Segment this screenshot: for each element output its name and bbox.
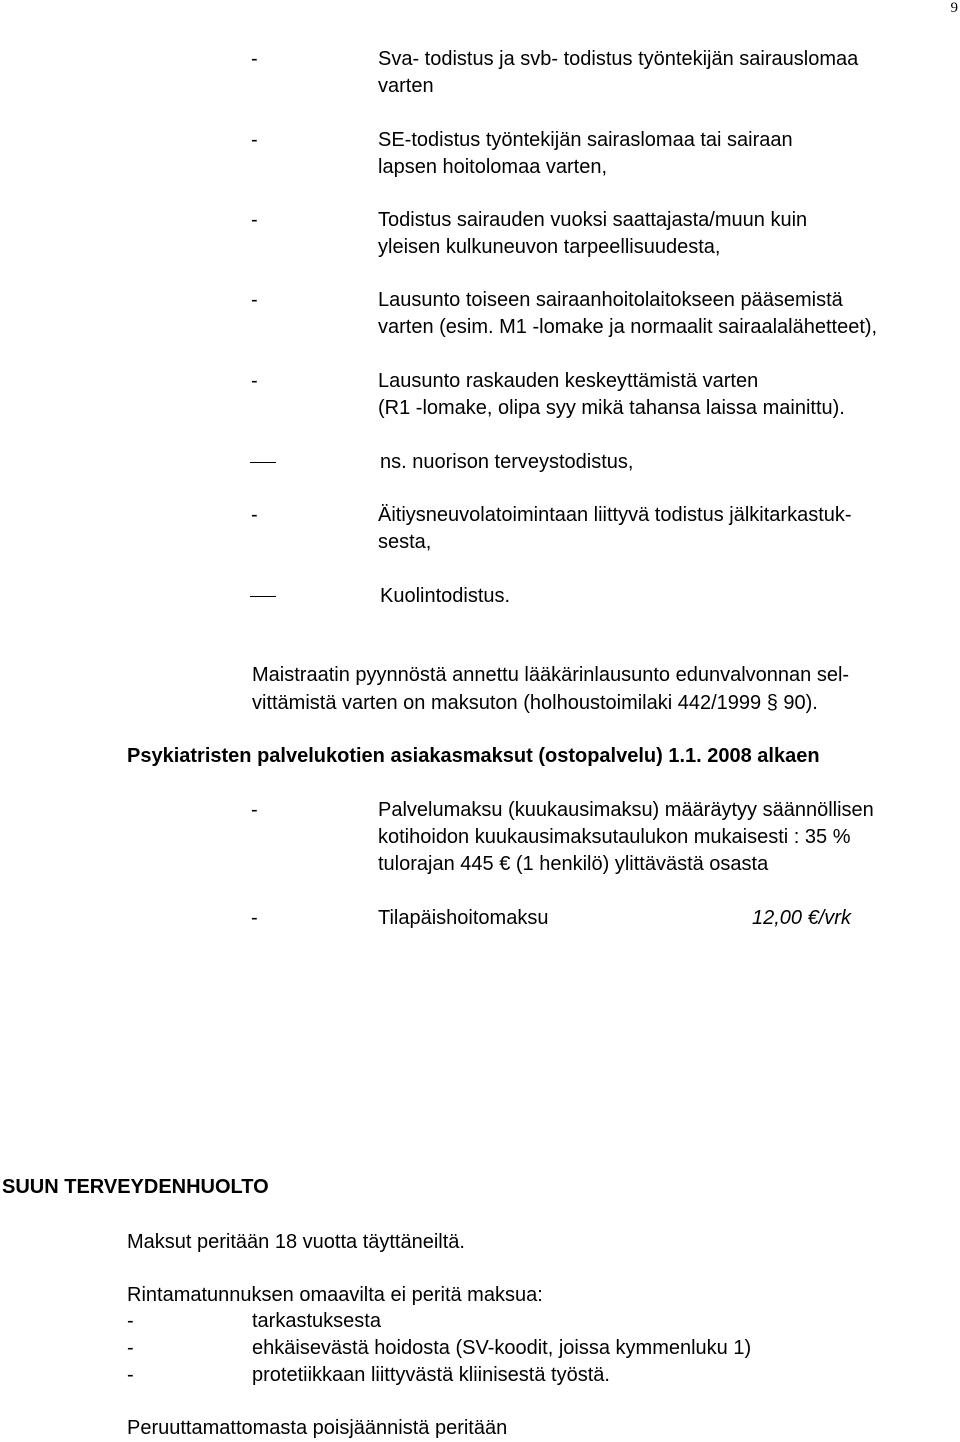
list-marker: - [127,1310,134,1332]
list-item-line: varten (esim. M1 -lomake ja normaalit sairaalalähetteet), [378,316,878,338]
list-marker: - [251,209,258,231]
list-item: ehkäisevästä hoidosta (SV-koodit, joissa kymmenluku 1) [252,1337,752,1359]
paragraph-line [252,690,818,716]
paragraph-line: Maistraatin pyynnöstä annettu lääkärinlausunto edunvalvonnan sel- [252,664,850,686]
fee-text: (1 henkilö) ylittävästä osasta [510,853,769,875]
list-item-line: SE-todistus työntekijän sairaslomaa tai sairaan [378,129,793,151]
list-item: protetiikkaan liittyvästä kliinisestä työstä. [252,1364,610,1386]
list-item-line: varten [378,75,434,97]
euro-sign: € [499,853,511,875]
euro-sign: € [807,907,819,929]
section-sign: § [766,692,778,714]
list-item-line: (R1 -lomake, olipa syy mikä tahansa laissa mainittu). [378,397,845,419]
fee-amount [752,905,851,931]
list-item-line: Todistus sairauden vuoksi saattajasta/muun kuin [378,209,808,231]
list-marker: - [251,129,258,151]
list-item-line: lapsen hoitolomaa varten, [378,156,608,178]
list-item: tarkastuksesta [252,1310,381,1332]
fee-line: Palvelumaksu (kuukausimaksu) määräytyy säännöllisen [378,799,874,821]
list-marker: - [251,48,258,70]
list-item-line: sesta, [378,531,432,553]
list-item-line: Lausunto toiseen sairaanhoitolaitokseen pääsemistä [378,289,843,311]
fee-line: kotihoidon kuukausimaksutaulukon mukaisesti : 35 % [378,826,851,848]
paragraph-text: 90). [777,692,818,714]
paragraph: Rintamatunnuksen omaavilta ei peritä maksua: [127,1284,543,1306]
list-marker: - [251,370,258,392]
fee-amount-value: 12,00 [752,907,808,929]
fee-text: tulorajan 445 [378,853,500,875]
list-item-line: yleisen kulkuneuvon tarpeellisuudesta, [378,236,721,258]
list-item-line: Kuolintodistus. [380,585,511,607]
list-marker: - [251,504,258,526]
fee-line [378,851,768,877]
page-number: 9 [950,0,958,16]
paragraph-text: vittämistä varten on maksuton (holhoustoimilaki 442/1999 [252,692,767,714]
list-marker-long-dash [250,596,276,597]
paragraph: Peruuttamattomasta poisjäännistä peritään [127,1417,508,1439]
list-marker-long-dash [250,462,276,463]
fee-amount-unit: /vrk [818,907,851,929]
list-item-line: Lausunto raskauden keskeyttämistä varten [378,370,759,392]
list-marker: - [127,1364,134,1386]
list-marker: - [251,799,258,821]
list-marker: - [251,289,258,311]
fee-label: Tilapäishoitomaksu [378,907,549,929]
list-item-line: Äitiysneuvolatoimintaan liittyvä todistus jälkitarkastuk- [378,504,852,526]
list-marker: - [127,1337,134,1359]
list-item-line: ns. nuorison terveystodistus, [380,451,634,473]
list-marker: - [251,907,258,929]
section-heading: Psykiatristen palvelukotien asiakasmaksut (ostopalvelu) 1.1. 2008 alkaen [127,745,820,767]
list-item-line: Sva- todistus ja svb- todistus työntekijän sairauslomaa [378,48,859,70]
paragraph: Maksut peritään 18 vuotta täyttäneiltä. [127,1231,465,1253]
section-heading: SUUN TERVEYDENHUOLTO [2,1176,269,1198]
